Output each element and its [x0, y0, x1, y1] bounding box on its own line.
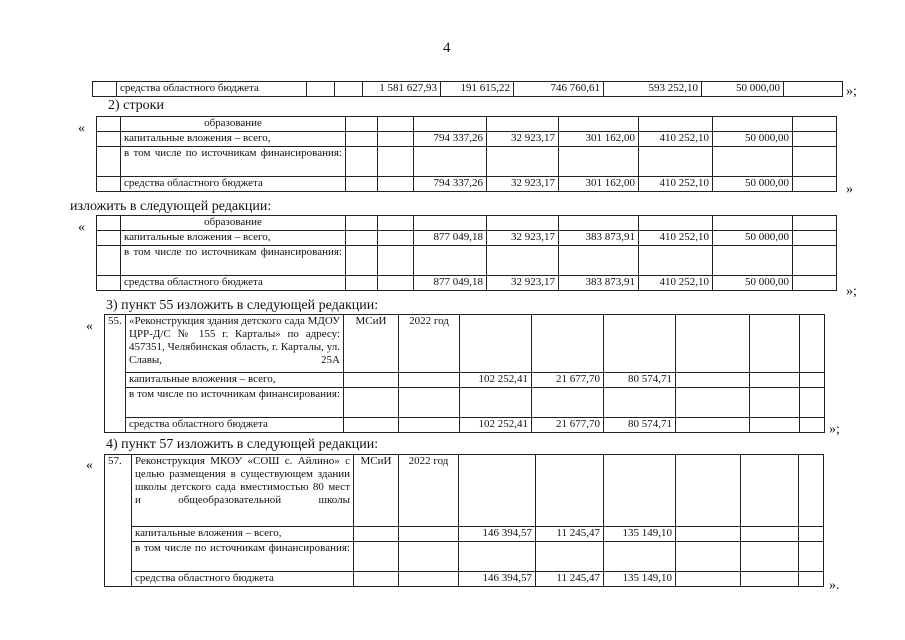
table-row [97, 231, 837, 246]
table-cell [459, 455, 536, 527]
value-cell [414, 246, 487, 276]
value-cell [459, 542, 536, 572]
table-cell [784, 82, 843, 97]
table-cell [793, 177, 837, 192]
value-cell: 102 252,41 [460, 418, 532, 433]
completion-year: 2022 год [399, 455, 459, 527]
table-cell [378, 177, 414, 192]
value-cell: 301 162,00 [559, 177, 639, 192]
value-cell [414, 216, 487, 231]
table-cell [346, 276, 378, 291]
closing-quote: » [846, 182, 853, 197]
value-cell [639, 216, 713, 231]
value-cell: 877 049,18 [414, 231, 487, 246]
responsible-org: МСиИ [354, 455, 399, 527]
value-cell: 301 162,00 [559, 132, 639, 147]
table-cell [97, 132, 121, 147]
table-cell [344, 373, 399, 388]
item-number: 55. [105, 315, 126, 433]
value-cell [532, 388, 604, 418]
value-cell: 383 873,91 [559, 231, 639, 246]
value-cell: 794 337,26 [414, 132, 487, 147]
value-cell [604, 388, 676, 418]
value-cell: 794 337,26 [414, 177, 487, 192]
table-row [105, 315, 825, 373]
object-title: «Реконструкция здания детского сада МДОУ ЦРР-Д/С № 155 г. Карталы» по адресу: 457351, Челябинская область, г. Карталы, ул. Славы, 25А [126, 315, 344, 373]
closing-quote: »; [846, 84, 857, 99]
table-cell [750, 373, 800, 388]
row-label: в том числе по источникам финансирования: [126, 388, 344, 418]
row-label: капитальные вложения – всего, [126, 373, 344, 388]
table-row [105, 455, 824, 527]
value-cell: 50 000,00 [713, 276, 793, 291]
table-cell [344, 418, 399, 433]
table-cell [97, 231, 121, 246]
table-row [97, 177, 837, 192]
table-cell [378, 246, 414, 276]
table-cell [97, 177, 121, 192]
table-cell [741, 527, 799, 542]
value-cell [460, 388, 532, 418]
table-cell [399, 373, 460, 388]
row-label: в том числе по источникам финансирования: [121, 246, 346, 276]
table-row [105, 542, 824, 572]
value-cell [559, 216, 639, 231]
continuation-row-table [92, 81, 843, 97]
table-cell [676, 418, 750, 433]
table-cell [399, 418, 460, 433]
table-cell [676, 388, 750, 418]
table-cell [346, 246, 378, 276]
table-row [105, 527, 824, 542]
table-cell [741, 572, 799, 587]
value-cell [414, 147, 487, 177]
table-cell [676, 373, 750, 388]
value-cell [487, 117, 559, 132]
table-cell [346, 231, 378, 246]
row-label: образование [121, 216, 346, 231]
item-2-heading: 2) строки [108, 98, 164, 113]
value-cell: 11 245,47 [536, 527, 604, 542]
value-cell: 50 000,00 [713, 177, 793, 192]
table-cell [799, 542, 824, 572]
value-cell: 50 000,00 [713, 231, 793, 246]
table-cell [750, 315, 800, 373]
table-cell [741, 542, 799, 572]
table-cell [676, 315, 750, 373]
row-label: капитальные вложения – всего, [121, 132, 346, 147]
table-cell [532, 315, 604, 373]
item-4-heading: 4) пункт 57 изложить в следующей редакции: [106, 437, 379, 452]
row-label: средства областного бюджета [132, 572, 354, 587]
value-cell [713, 147, 793, 177]
table-cell [741, 455, 799, 527]
value-cell [487, 246, 559, 276]
table-cell [346, 117, 378, 132]
table-cell [354, 572, 399, 587]
value-cell [713, 117, 793, 132]
value-cell: 32 923,17 [487, 177, 559, 192]
table-cell [378, 117, 414, 132]
item-57-table [104, 454, 824, 587]
replace-heading: изложить в следующей редакции: [70, 199, 272, 214]
value-cell: 11 245,47 [536, 572, 604, 587]
table-cell [97, 117, 121, 132]
table-cell [378, 216, 414, 231]
table-cell [604, 315, 676, 373]
table-cell [378, 276, 414, 291]
value-cell: 80 574,71 [604, 373, 676, 388]
table-cell [399, 542, 459, 572]
value-cell: 50 000,00 [702, 82, 784, 97]
table-cell [800, 388, 825, 418]
value-cell: 21 677,70 [532, 418, 604, 433]
table-cell [97, 216, 121, 231]
new-lines-table [96, 215, 837, 291]
table-cell [800, 373, 825, 388]
table-cell [378, 132, 414, 147]
table-cell [307, 82, 335, 97]
item-3-heading: 3) пункт 55 изложить в следующей редакции: [106, 298, 379, 313]
value-cell: 410 252,10 [639, 276, 713, 291]
table-row [105, 572, 824, 587]
table-row [97, 147, 837, 177]
value-cell [604, 542, 676, 572]
table-row [97, 216, 837, 231]
item-55-table [104, 314, 825, 433]
table-cell [335, 82, 363, 97]
value-cell: 32 923,17 [487, 231, 559, 246]
closing-quote: »; [829, 422, 840, 437]
value-cell [639, 147, 713, 177]
table-cell [93, 82, 117, 97]
table-cell [793, 147, 837, 177]
table-cell [97, 276, 121, 291]
value-cell: 135 149,10 [604, 527, 676, 542]
responsible-org: МСиИ [344, 315, 399, 373]
row-label: в том числе по источникам финансирования: [132, 542, 354, 572]
value-cell: 80 574,71 [604, 418, 676, 433]
table-cell [399, 572, 459, 587]
table-cell [750, 418, 800, 433]
value-cell: 146 394,57 [459, 572, 536, 587]
old-lines-table [96, 116, 837, 192]
table-cell [800, 315, 825, 373]
value-cell [639, 246, 713, 276]
table-cell [346, 216, 378, 231]
table-row [105, 373, 825, 388]
value-cell: 32 923,17 [487, 132, 559, 147]
table-cell [799, 527, 824, 542]
opening-quote: « [78, 220, 85, 235]
table-cell [378, 147, 414, 177]
object-title: Реконструкция МКОУ «СОШ с. Айлино» с целью размещения в существующем здании школы детского сада вместимостью 80 мест и общеобразовательной школы [132, 455, 354, 527]
table-row [97, 117, 837, 132]
row-label: средства областного бюджета [117, 82, 307, 97]
table-cell [460, 315, 532, 373]
value-cell: 50 000,00 [713, 132, 793, 147]
opening-quote: « [78, 121, 85, 136]
closing-quote: »; [846, 284, 857, 299]
value-cell [559, 117, 639, 132]
table-cell [354, 527, 399, 542]
table-cell [676, 572, 741, 587]
table-cell [346, 147, 378, 177]
value-cell [713, 246, 793, 276]
row-label: средства областного бюджета [121, 177, 346, 192]
value-cell: 32 923,17 [487, 276, 559, 291]
value-cell: 21 677,70 [532, 373, 604, 388]
table-cell [793, 132, 837, 147]
table-cell [536, 455, 604, 527]
value-cell: 877 049,18 [414, 276, 487, 291]
item-number: 57. [105, 455, 132, 587]
value-cell [414, 117, 487, 132]
table-row [105, 418, 825, 433]
value-cell: 146 394,57 [459, 527, 536, 542]
value-cell: 410 252,10 [639, 177, 713, 192]
page-number: 4 [443, 40, 451, 56]
row-label: образование [121, 117, 346, 132]
value-cell [559, 147, 639, 177]
table-cell [97, 246, 121, 276]
row-label: капитальные вложения – всего, [132, 527, 354, 542]
table-cell [799, 572, 824, 587]
value-cell: 1 581 627,93 [363, 82, 441, 97]
table-cell [676, 455, 741, 527]
table-row [97, 246, 837, 276]
row-label: в том числе по источникам финансирования: [121, 147, 346, 177]
value-cell [487, 147, 559, 177]
value-cell: 191 615,22 [441, 82, 514, 97]
table-cell [346, 132, 378, 147]
value-cell [713, 216, 793, 231]
value-cell: 593 252,10 [604, 82, 702, 97]
value-cell: 746 760,61 [514, 82, 604, 97]
table-cell [793, 231, 837, 246]
table-cell [344, 388, 399, 418]
table-cell [793, 117, 837, 132]
row-label: средства областного бюджета [126, 418, 344, 433]
table-cell [346, 177, 378, 192]
table-cell [750, 388, 800, 418]
table-cell [378, 231, 414, 246]
value-cell [559, 246, 639, 276]
table-cell [354, 542, 399, 572]
table-row [97, 276, 837, 291]
closing-quote: ». [829, 578, 840, 593]
row-label: средства областного бюджета [121, 276, 346, 291]
opening-quote: « [86, 458, 93, 473]
table-cell [399, 527, 459, 542]
value-cell: 102 252,41 [460, 373, 532, 388]
value-cell: 383 873,91 [559, 276, 639, 291]
row-label: капитальные вложения – всего, [121, 231, 346, 246]
value-cell: 135 149,10 [604, 572, 676, 587]
table-cell [799, 455, 824, 527]
table-cell [793, 246, 837, 276]
table-cell [676, 527, 741, 542]
table-cell [793, 216, 837, 231]
value-cell: 410 252,10 [639, 132, 713, 147]
completion-year: 2022 год [399, 315, 460, 373]
opening-quote: « [86, 319, 93, 334]
table-row [105, 388, 825, 418]
value-cell [536, 542, 604, 572]
table-cell [399, 388, 460, 418]
table-cell [800, 418, 825, 433]
table-row [97, 132, 837, 147]
table-cell [97, 147, 121, 177]
table-cell [793, 276, 837, 291]
table-cell [676, 542, 741, 572]
value-cell [639, 117, 713, 132]
table-cell [604, 455, 676, 527]
table-row [93, 82, 843, 97]
value-cell [487, 216, 559, 231]
value-cell: 410 252,10 [639, 231, 713, 246]
